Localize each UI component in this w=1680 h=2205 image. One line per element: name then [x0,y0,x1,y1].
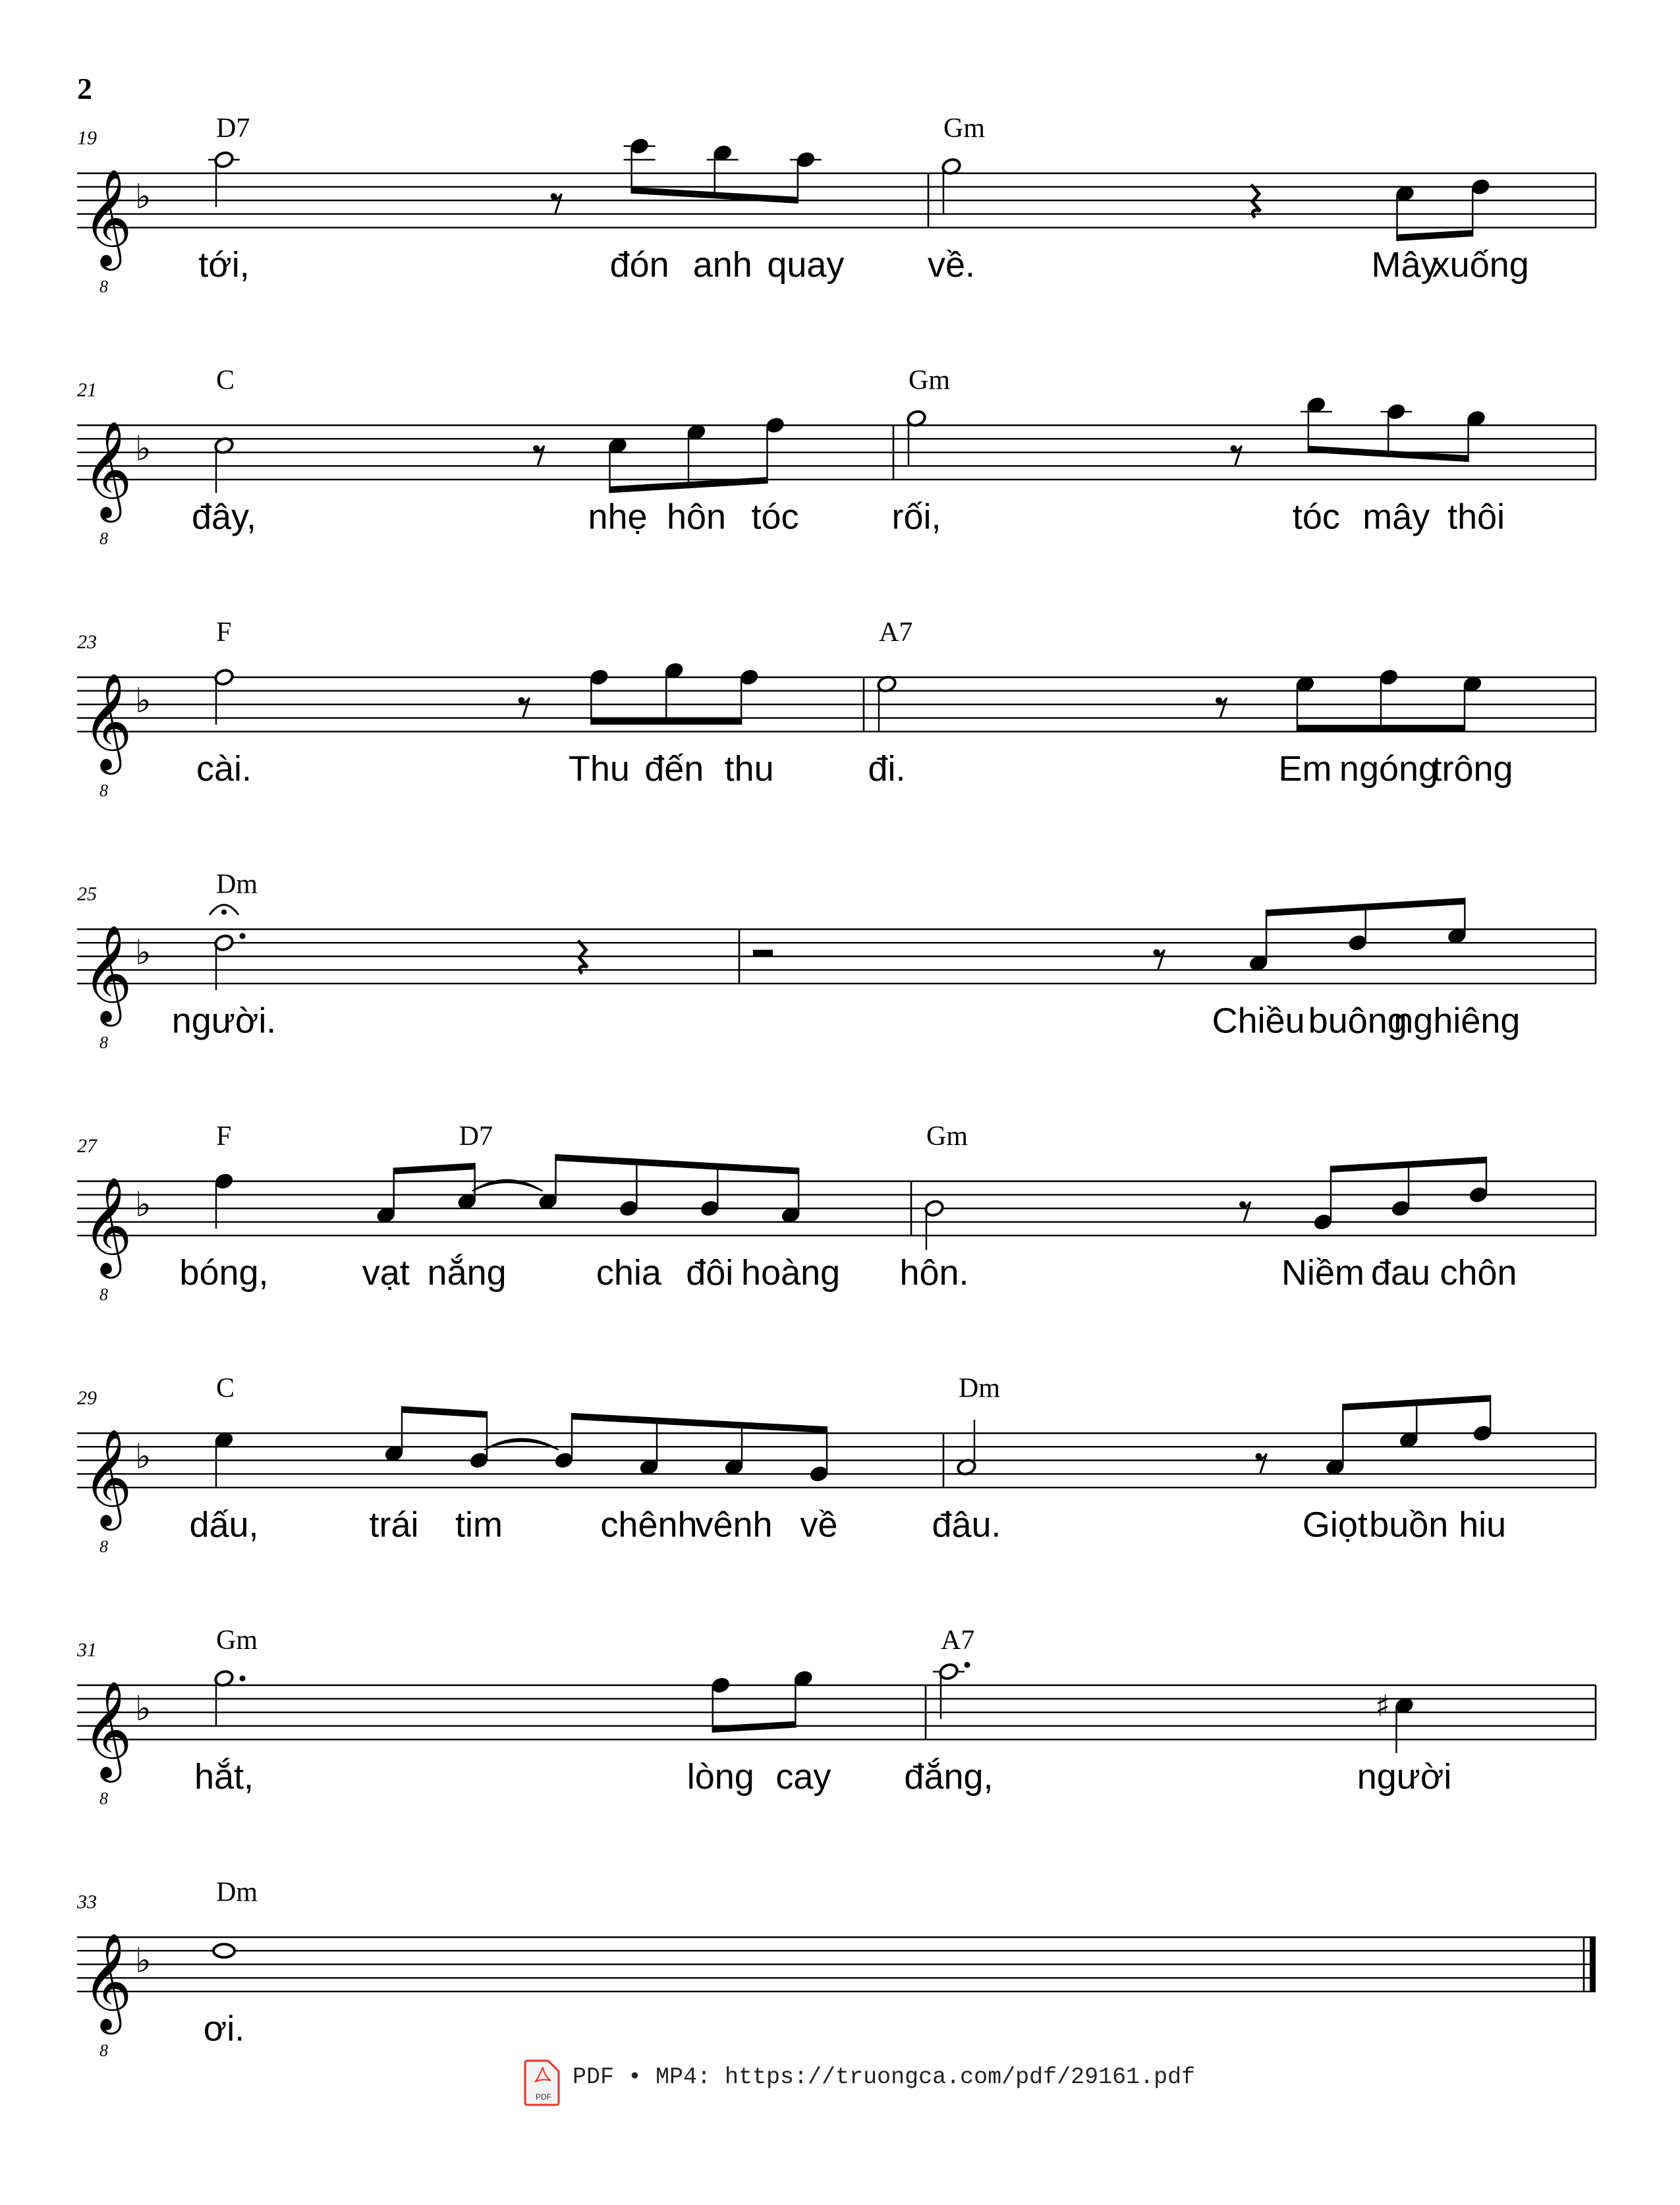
beam [556,1154,799,1175]
lyric-syllable: đau [1370,1253,1431,1293]
system [77,1374,1596,1556]
lyric-syllable: đến [644,749,704,789]
lyric-syllable: đón [609,245,669,285]
lyric-syllable: về. [927,245,976,285]
system [77,870,1596,1052]
lyric-syllable: trông [1432,749,1513,789]
treble-clef-icon: 𝄞 [82,1176,132,1275]
lyric-syllable: người. [171,1001,277,1041]
system [76,1878,1596,2060]
treble-clef-icon: 𝄞 [82,1680,132,1779]
system [77,113,1596,296]
pdf-file-icon [525,2061,559,2105]
lyric-syllable: về [800,1505,838,1545]
beam [402,1406,487,1418]
lyric-syllable: hoàng [741,1253,841,1293]
lyric-syllable: ngóng [1339,749,1439,789]
beam [394,1163,475,1174]
chord-symbol: Dm [216,869,258,900]
lyric-syllable: buông [1308,1001,1407,1041]
lyric-syllable: ơi. [203,2009,245,2049]
treble-clef-icon: 𝄞 [82,1932,132,2030]
chord-symbol: Gm [216,1625,258,1656]
lyric-syllable: Em [1278,749,1332,789]
pdf-icon-label: PDF [536,2092,551,2102]
lyric-syllable: rối, [891,497,941,537]
lyric-syllable: thôi [1447,497,1505,537]
lyric-syllable: chia [596,1253,661,1293]
lyric-syllable: bóng, [179,1253,269,1293]
lyric-syllable: thu [724,749,774,789]
lyric-syllable: tim [455,1505,503,1545]
lyric-syllable: xuống [1432,245,1529,285]
lyric-syllable: lòng [686,1757,754,1797]
lyric-syllable: tới, [198,245,250,285]
beam [591,718,741,725]
chord-symbol: Dm [216,1877,258,1908]
measure-number: 31 [77,1639,97,1661]
beam [1397,230,1473,241]
measure-number: 21 [77,379,97,401]
chord-symbol: D7 [216,113,250,144]
treble-clef-icon: 𝄞 [82,672,132,771]
lyric-syllable: chênh [600,1505,698,1545]
lyric-syllable: mây [1362,497,1430,537]
augmentation-dot [240,933,246,939]
lyric-syllable: chôn [1440,1253,1517,1293]
chord-symbol: A7 [879,617,913,648]
lyric-syllable: hôn. [899,1253,969,1293]
chord-symbol: F [216,1121,232,1152]
lyric-syllable: cay [775,1757,831,1797]
lyric-syllable: đi. [868,749,906,789]
lyric-syllable: quay [767,245,845,285]
chord-symbol: Gm [926,1121,968,1152]
lyric-syllable: nghiêng [1393,1001,1521,1041]
octave-8-marker: 8 [99,528,108,548]
lyric-syllable: cài. [196,749,252,789]
chord-symbol: C [216,1373,235,1404]
tie [484,1439,559,1450]
lyric-syllable: hắt, [194,1757,254,1797]
flat-key-signature-icon: ♭ [135,177,152,217]
beam [713,1721,796,1733]
lyric-syllable: đôi [686,1253,734,1293]
score-systems [76,113,1596,2060]
lyric-syllable: hiu [1459,1505,1507,1545]
chord-symbol: F [216,617,232,648]
augmentation-dot [240,1675,246,1681]
lyric-syllable: dấu, [189,1505,259,1545]
lyric-syllable: người [1357,1757,1452,1797]
lyric-syllable: buồn [1369,1505,1449,1545]
lyric-syllable: đắng, [904,1757,994,1797]
treble-clef-icon: 𝄞 [82,168,132,267]
measure-number: 27 [77,1135,97,1157]
augmentation-dot [965,1662,970,1668]
lyric-syllable: hôn [666,497,727,537]
octave-8-marker: 8 [99,1536,108,1556]
chord-symbol: A7 [941,1625,975,1656]
lyric-syllable: Niềm [1281,1253,1365,1293]
lyric-syllable: trái [369,1505,419,1545]
measure-number: 19 [77,127,97,149]
final-barline-thick [1590,1938,1596,1992]
beam [572,1413,827,1434]
flat-key-signature-icon: ♭ [135,429,152,469]
lyric-syllable: vạt [362,1253,410,1293]
lyric-syllable: Giọt [1302,1505,1368,1545]
lyric-syllable: đây, [191,497,257,537]
octave-8-marker: 8 [99,1285,108,1304]
lyric-syllable: Chiều [1212,1001,1305,1041]
chord-symbol: C [216,365,235,396]
sharp-accidental-icon: ♯ [1375,1687,1390,1723]
treble-clef-icon: 𝄞 [82,1428,132,1526]
chord-symbol: Dm [959,1373,1000,1404]
lyric-syllable: tóc [751,497,799,537]
octave-8-marker: 8 [99,2040,108,2060]
half-rest-icon [753,950,773,957]
octave-8-marker: 8 [99,277,108,296]
measure-number: 33 [77,1891,97,1913]
measure-number: 23 [77,631,97,653]
chord-symbol: Gm [943,113,985,144]
lyric-syllable: đâu. [932,1505,1001,1545]
page-number: 2 [77,72,92,105]
system [77,1121,1596,1304]
lyric-syllable: Thu [568,749,630,789]
lyric-syllable: vênh [695,1505,773,1545]
measure-number: 29 [77,1387,97,1409]
system [76,1625,1596,1808]
lyric-syllable: tóc [1292,497,1340,537]
flat-key-signature-icon: ♭ [135,933,152,973]
beam [1297,725,1465,731]
octave-8-marker: 8 [99,1032,108,1052]
note-head [213,1944,235,1957]
chord-symbol: Gm [909,365,950,396]
chord-symbol: D7 [459,1121,493,1152]
octave-8-marker: 8 [99,1789,108,1808]
flat-key-signature-icon: ♭ [135,1689,152,1729]
octave-8-marker: 8 [99,781,108,800]
lyric-syllable: nhẹ [588,497,648,537]
footer-link[interactable] [525,2061,1195,2105]
flat-key-signature-icon: ♭ [135,681,152,721]
footer-url-text[interactable]: PDF • MP4: https://truongca.com/pdf/29161.pdf [573,2064,1196,2090]
measure-number: 25 [77,883,97,905]
lyric-syllable: Mây [1371,245,1439,285]
flat-key-signature-icon: ♭ [135,1185,152,1225]
system [77,617,1596,800]
treble-clef-icon: 𝄞 [82,924,132,1022]
fermata-dot [221,910,227,915]
flat-key-signature-icon: ♭ [135,1437,152,1477]
lyric-syllable: anh [692,245,752,285]
lyric-syllable: nắng [427,1253,507,1293]
treble-clef-icon: 𝄞 [82,420,132,518]
system [77,366,1596,548]
flat-key-signature-icon: ♭ [135,1941,152,1981]
